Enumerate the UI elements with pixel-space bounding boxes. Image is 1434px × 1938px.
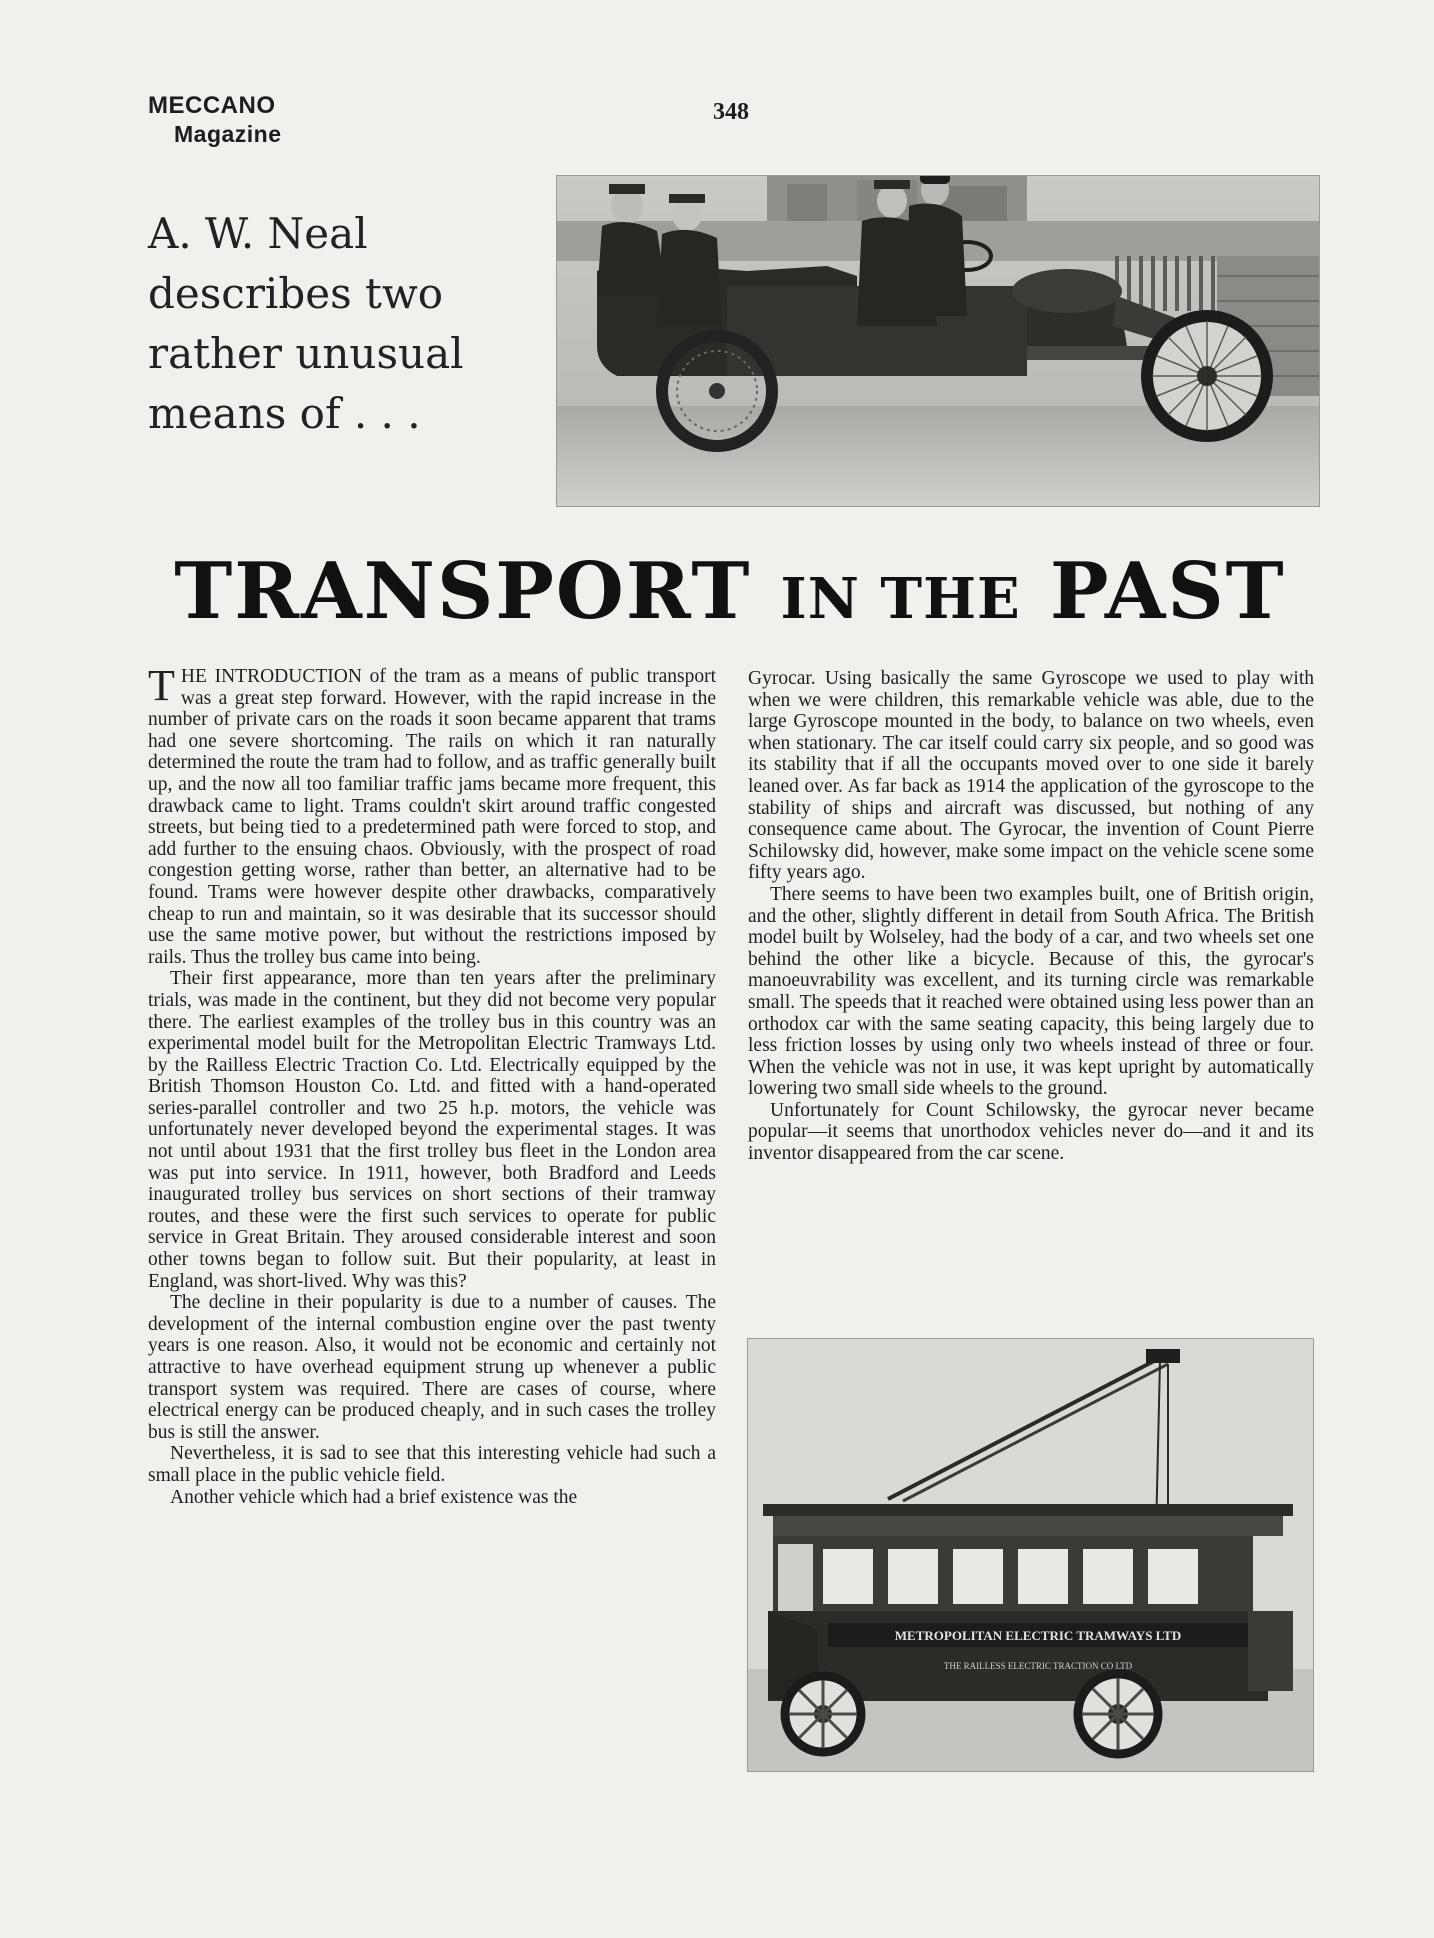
intro-line: means of . . . — [148, 389, 421, 438]
bus-signage-main: METROPOLITAN ELECTRIC TRAMWAYS LTD — [894, 1628, 1182, 1643]
headline-part: IN THE — [780, 566, 1021, 632]
masthead-title: MECCANO — [148, 92, 276, 119]
intro-text — [148, 204, 538, 444]
trolley-bus-photo — [747, 1338, 1314, 1772]
intro-line: rather unusual — [148, 329, 464, 378]
bus-signage-lower: THE RAILLESS ELECTRIC TRACTION CO LTD — [943, 1661, 1133, 1671]
gyrocar-illustration — [557, 176, 1319, 506]
intro-line: A. W. Neal — [148, 209, 368, 258]
headline — [140, 546, 1320, 645]
article-paragraph: The decline in their popularity is due to a number of causes. The development of the internal combustion engine over the past twenty years is one reason. Also, it would not be economic and certainly not attractive to have overhead equipment strung up whenever a public transport system was required. There are cases of course, where electrical energy can be produced cheaply, and in such cases the trolley bus is still the answer. — [148, 1292, 716, 1443]
article-paragraph: Gyrocar. Using basically the same Gyroscope we used to play with when we were children, this remarkable vehicle was able, due to the large Gyroscope mounted in the body, to balance on two wheels, even when stationary. The car itself could carry six people, and so good was its stability that if all the occupants moved over to one side it barely leaned over. As far back as 1914 the application of the gyroscope to the stability of ships and aircraft was discussed, but nothing of any consequence came about. The Gyrocar, the invention of Count Pierre Schilowsky did, however, make some impact on the vehicle scene some fifty years ago. — [748, 668, 1314, 884]
article-column-right — [748, 668, 1314, 1165]
article-paragraph: Unfortunately for Count Schilowsky, the gyrocar never became popular—it seems that unorthodox vehicles never do—and it and its inventor disappeared from the car scene. — [748, 1099, 1314, 1165]
article-paragraph — [148, 661, 716, 968]
article-paragraph: There seems to have been two examples built, one of British origin, and the other, slightly different in detail from South Africa. The British model built by Wolseley, had the body of a car, and two wheels set one behind the other like a bicycle. Because of this, the gyrocar's manoeuvrability was excellent, and its turning circle was remarkable small. The speeds that it reached were obtained using less power than an orthodox car with the same seating capacity, this being largely due to less friction losses by using only two wheels instead of three or four. When the vehicle was not in use, it was kept upright by automatically lowering two small side wheels to the ground. — [748, 883, 1314, 1100]
article-paragraph: Nevertheless, it is sad to see that this interesting vehicle had such a small place in the public vehicle field. — [148, 1443, 716, 1486]
article-paragraph: Their first appearance, more than ten years after the preliminary trials, was made in the continent, but they did not become very popular there. The earliest examples of the trolley bus in this country was an experimental model built for the Metropolitan Electric Tramways Ltd. by the Railless Electric Traction Co. Ltd. Electrically equipped by the British Thomson Houston Co. Ltd. and fitted with a hand-operated series-parallel controller and two 25 h.p. motors, the vehicle was unfortunately never developed beyond the experimental stages. It was not until about 1931 that the first trolley bus fleet in the London area was put into service. In 1911, however, both Bradford and Leeds inaugurated trolley bus services on short sections of their tramway routes, and these were the first such services to operate for public service in Great Britain. They aroused considerable interest and soon other towns began to follow suit. But their popularity, at least in England, was short-lived. Why was this? — [148, 968, 716, 1292]
article-column-left — [148, 661, 716, 1508]
trolley-bus-illustration — [748, 1339, 1313, 1771]
gyrocar-photo — [556, 175, 1320, 507]
page-number: 348 — [713, 99, 749, 125]
drop-cap: T — [148, 661, 175, 710]
article-paragraph: Another vehicle which had a brief existence was the — [170, 1486, 578, 1508]
masthead-subtitle: Magazine — [174, 121, 282, 147]
headline-part: TRANSPORT — [174, 546, 752, 637]
paragraph-text: HE INTRODUCTION of the tram as a means of public transport was a great step forward. However, with the rapid increase in the number of private cars on the roads it soon became apparent that trams had one severe shortcoming. The rails on which it ran naturally determined the route the tram had to follow, and as traffic generally built up, and the now all too familiar traffic jams became more frequent, this drawback came to light. Trams couldn't skirt around traffic congested streets, but being tied to a predetermined path were forced to stop, and add further to the ensuing chaos. Obviously, with the prospect of road congestion getting worse, rather than better, an alternative had to be found. Trams were however despite other drawbacks, comparatively cheap to run and maintain, so it was desirable that its successor should use the same motive power, but without the restrictions imposed by rails. Thus the trolley bus came into being. — [148, 666, 716, 968]
masthead — [148, 92, 282, 148]
intro-line: describes two — [148, 269, 444, 318]
headline-part: PAST — [1049, 546, 1286, 637]
